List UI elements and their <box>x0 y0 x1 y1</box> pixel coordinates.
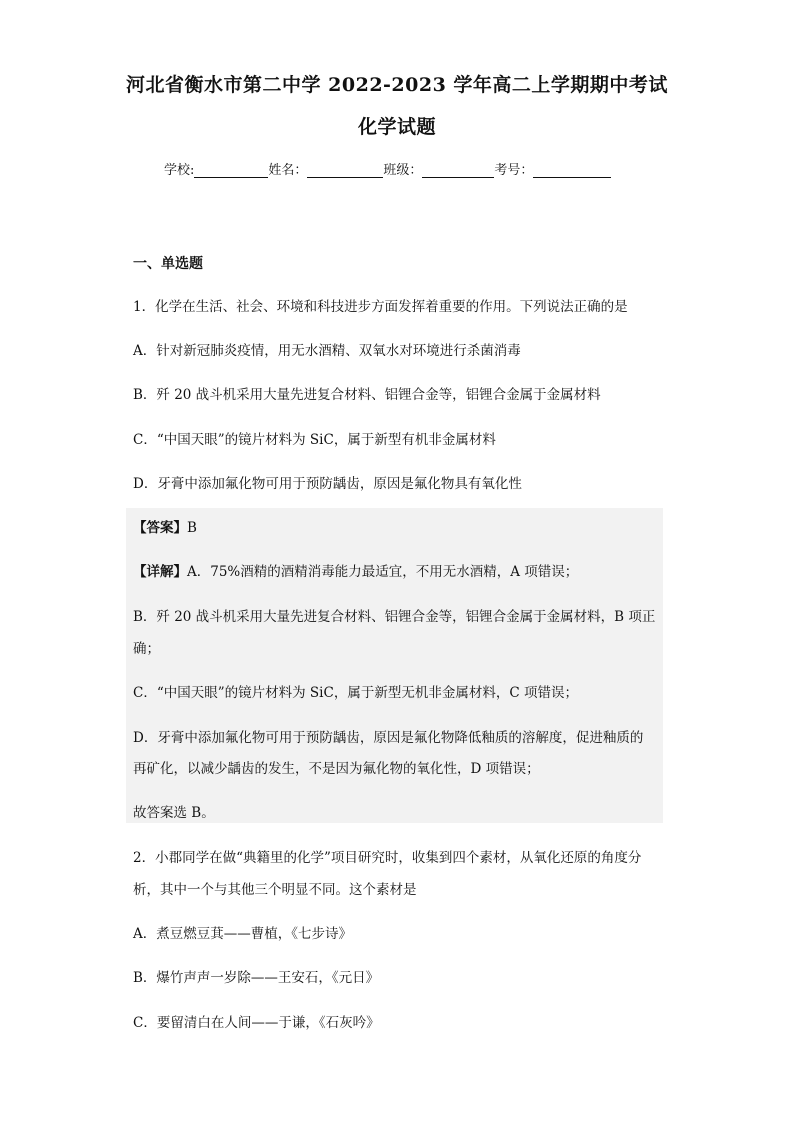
school-blank <box>194 163 268 178</box>
q2-stem-line1: 2．小郡同学在做“典籍里的化学”项目研究时，收集到四个素材，从氧化还原的角度分 <box>133 850 642 866</box>
exam-title-line1: 河北省衡水市第二中学 2022-2023 学年高二上学期期中考试 <box>126 74 668 96</box>
name-blank <box>307 163 383 178</box>
q1-detail-a <box>133 560 578 580</box>
exam-title-line2: 化学试题 <box>357 116 436 138</box>
q1-answer <box>133 516 197 536</box>
detail-label: 【详解】 <box>133 564 187 580</box>
q1-detail-c: C．“中国天眼”的镜片材料为 SiC，属于新型无机非金属材料，C 项错误； <box>133 685 578 701</box>
number-label: 考号： <box>494 163 534 178</box>
q1-option-c: C．“中国天眼”的镜片材料为 SiC，属于新型有机非金属材料 <box>133 432 496 448</box>
student-info-row <box>164 159 611 178</box>
q1-conclusion: 故答案选 B。 <box>133 805 215 821</box>
class-label: 班级： <box>383 163 423 178</box>
detail-text: A．75%酒精的酒精消毒能力最适宜，不用无水酒精，A 项错误； <box>187 564 579 580</box>
section-heading: 一、单选题 <box>133 256 203 272</box>
q2-stem-line2: 析，其中一个与其他三个明显不同。这个素材是 <box>133 882 417 898</box>
school-label: 学校: <box>164 163 195 178</box>
q1-detail-b1: B．歼 20 战斗机采用大量先进复合材料、铝锂合金等，铝锂合金属于金属材料，B 项正 <box>133 609 656 625</box>
q1-detail-d2: 再矿化，以减少龋齿的发生，不是因为氟化物的氧化性，D 项错误； <box>133 761 540 777</box>
q1-option-a: A．针对新冠肺炎疫情，用无水酒精、双氧水对环境进行杀菌消毒 <box>133 343 521 359</box>
answer-label: 【答案】 <box>133 520 187 536</box>
number-blank <box>533 163 611 178</box>
q1-stem: 1．化学在生活、社会、环境和科技进步方面发挥着重要的作用。下列说法正确的是 <box>133 299 628 315</box>
q2-option-c: C．要留清白在人间——于谦，《石灰吟》 <box>133 1015 380 1031</box>
answer-value: B <box>187 520 197 536</box>
q2-option-a: A．煮豆燃豆萁——曹植，《七步诗》 <box>133 926 352 942</box>
class-blank <box>422 163 494 178</box>
q1-detail-d1: D．牙膏中添加氟化物可用于预防龋齿，原因是氟化物降低釉质的溶解度，促进釉质的 <box>133 730 644 746</box>
q1-option-b: B．歼 20 战斗机采用大量先进复合材料、铝锂合金等，铝锂合金属于金属材料 <box>133 387 601 403</box>
q2-option-b: B．爆竹声声一岁除——王安石，《元日》 <box>133 970 380 986</box>
name-label: 姓名： <box>268 163 308 178</box>
q1-option-d: D．牙膏中添加氟化物可用于预防龋齿，原因是氟化物具有氧化性 <box>133 476 522 492</box>
q1-detail-b2: 确； <box>133 641 160 657</box>
